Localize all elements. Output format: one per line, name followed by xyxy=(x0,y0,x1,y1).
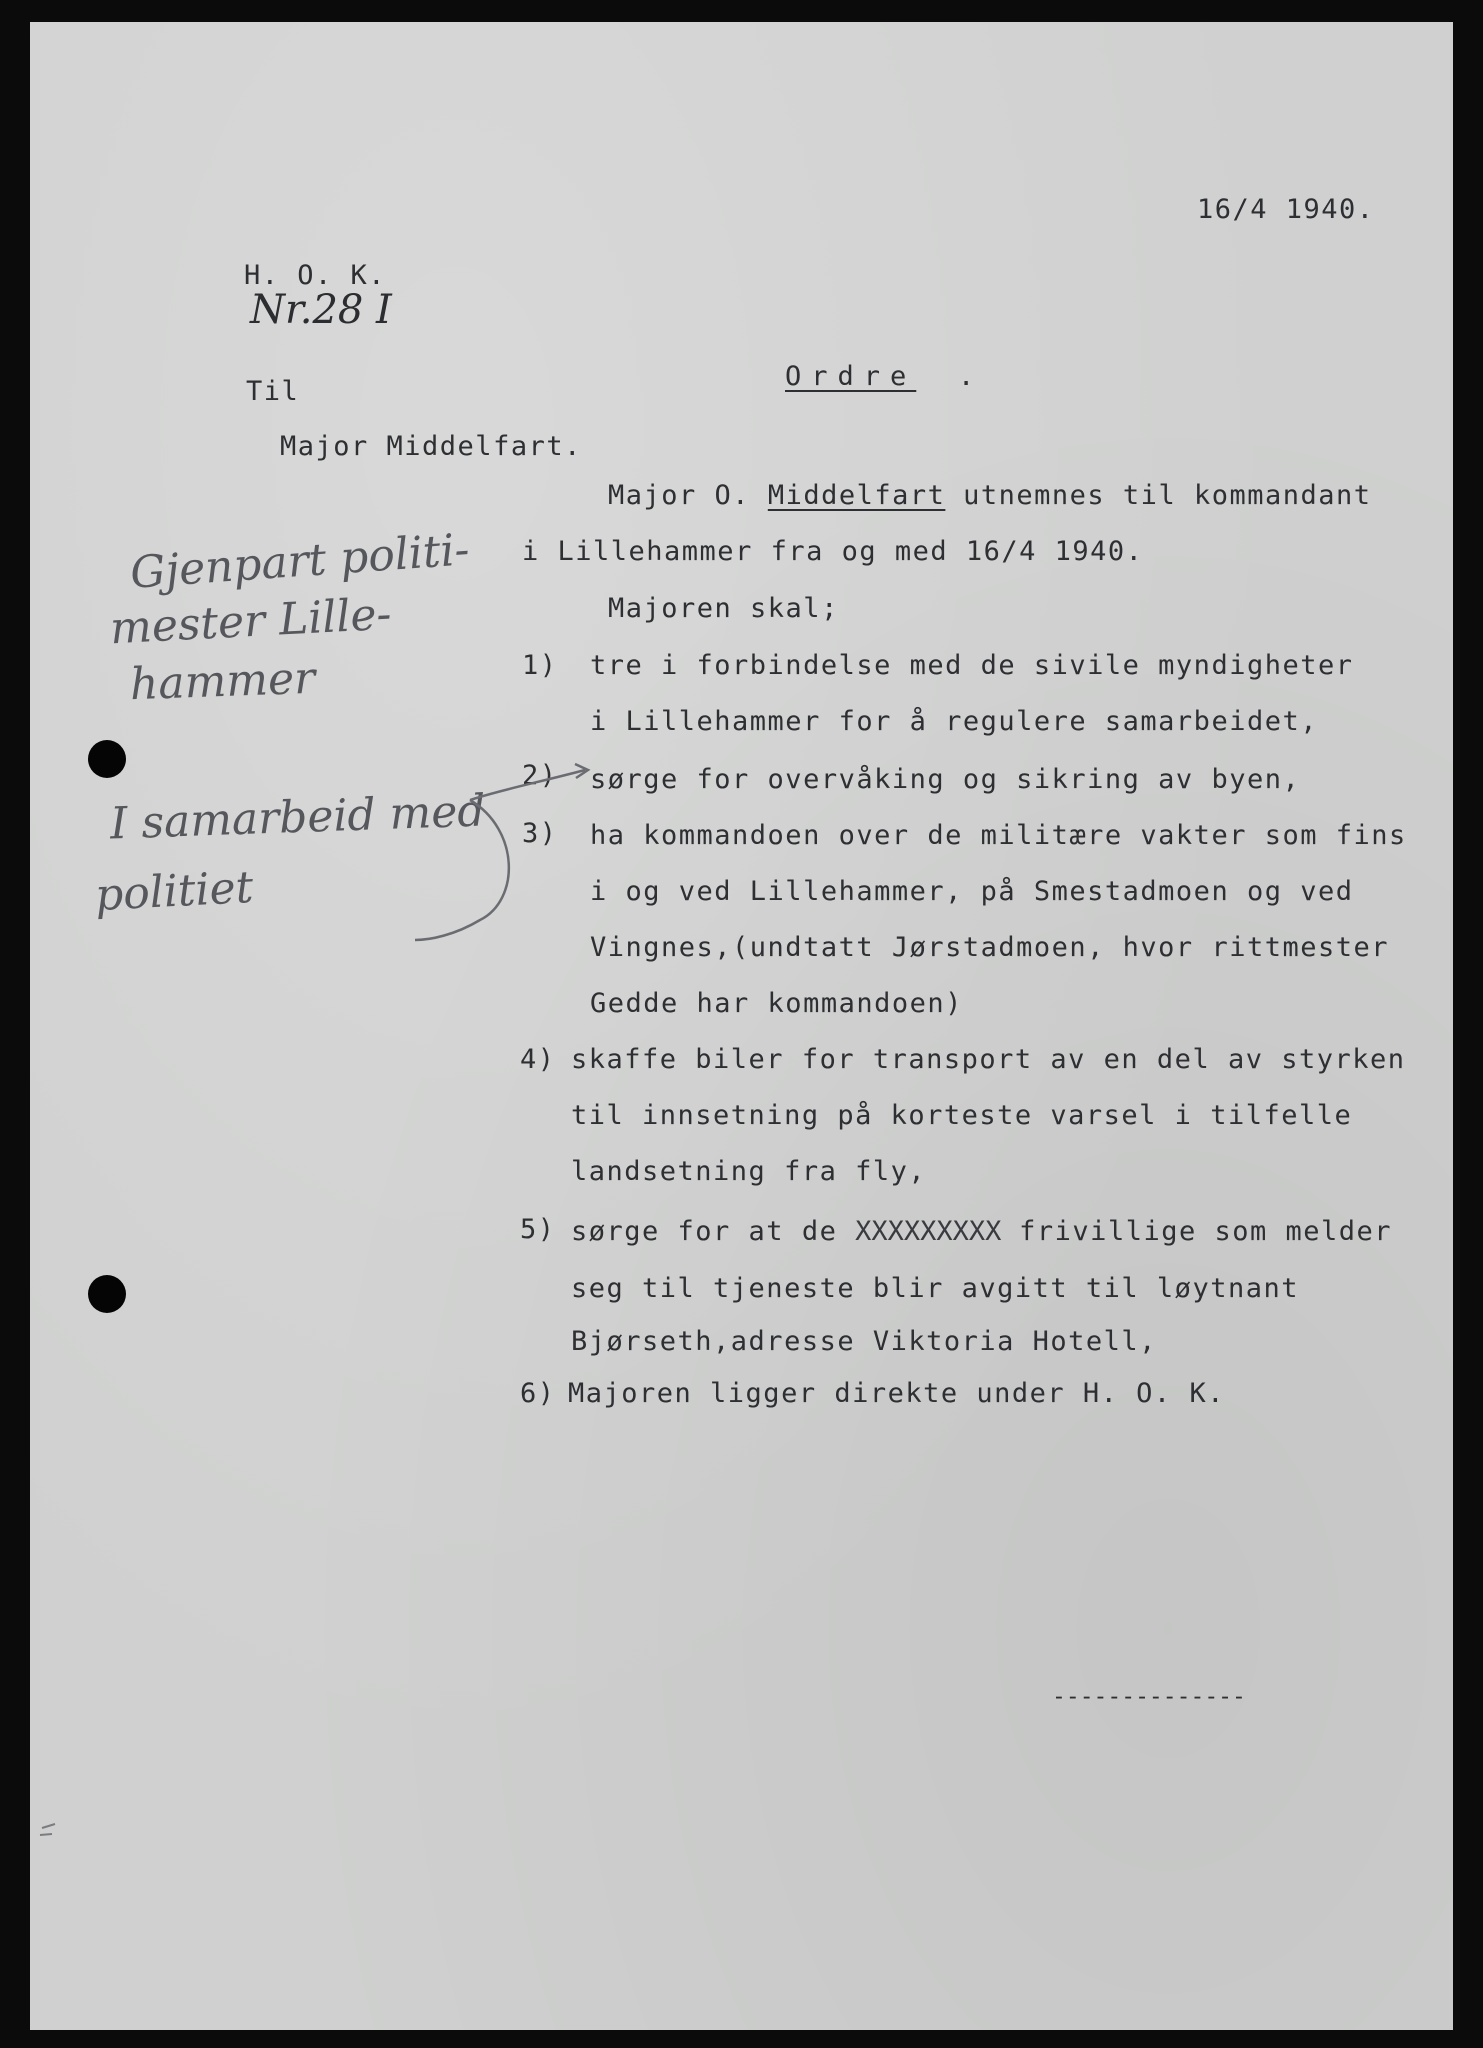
item-line: Gedde har kommandoen) xyxy=(590,988,963,1019)
item-line: i og ved Lillehammer, på Smestadmoen og ved xyxy=(590,876,1354,907)
item-line xyxy=(571,1218,1392,1245)
item-line: Vingnes,(undtatt Jørstadmoen, hvor rittmester xyxy=(590,932,1389,963)
item-line: ha kommandoen over de militære vakter som fins xyxy=(590,820,1407,851)
item-number: 3) xyxy=(522,818,558,849)
intro-line-3: Majoren skal; xyxy=(608,593,839,624)
margin-note-1-line-2: mester Lille- xyxy=(108,588,393,655)
recipient-name: Major Middelfart. xyxy=(280,431,582,462)
item-line: tre i forbindelse med de sivile myndigheter xyxy=(590,650,1354,681)
item-number: 1) xyxy=(522,650,558,681)
office-code: H. O. K. xyxy=(244,260,387,291)
item-number: 6) xyxy=(520,1378,556,1409)
recipient-label: Til xyxy=(246,376,300,407)
item-number: 2) xyxy=(522,760,558,791)
punch-hole-top xyxy=(88,740,126,778)
margin-note-2-line-2: politiet xyxy=(93,861,255,922)
intro-line-1-post: utnemnes til kommandant xyxy=(945,480,1372,511)
item-line-pre: sørge for at de xyxy=(571,1216,856,1247)
document-title: Ordre xyxy=(785,361,917,392)
item-line: seg til tjeneste blir avgitt til løytnant xyxy=(571,1273,1299,1304)
margin-note-1-line-1: Gjenpart politi- xyxy=(128,524,472,599)
item-line-post: frivillige som melder xyxy=(1001,1216,1393,1247)
margin-note-2-line-1: I samarbeid med xyxy=(109,785,487,850)
item-line: Bjørseth,adresse Viktoria Hotell, xyxy=(571,1326,1157,1357)
intro-line-1-pre: Major O. xyxy=(608,480,768,511)
document-page xyxy=(30,22,1453,2030)
item-line: skaffe biler for transport av en del av styrken xyxy=(571,1044,1406,1075)
item-number: 4) xyxy=(520,1044,556,1075)
intro-name: Middelfart xyxy=(767,480,946,511)
struck-out-word: XXXXXXXXX xyxy=(855,1216,1002,1247)
handwritten-reference: Nr.28 I xyxy=(250,287,392,333)
margin-note-1-line-3: hammer xyxy=(129,652,316,711)
intro-line-2: i Lillehammer fra og med 16/4 1940. xyxy=(522,536,1144,567)
item-line: landsetning fra fly, xyxy=(571,1156,927,1187)
item-number: 5) xyxy=(520,1214,556,1245)
document-date: 16/4 1940. xyxy=(1197,194,1375,225)
title-period: . xyxy=(958,361,976,392)
signature-line: -------------- xyxy=(1052,1684,1246,1710)
item-line: i Lillehammer for å regulere samarbeidet, xyxy=(590,706,1318,737)
item-line: sørge for overvåking og sikring av byen, xyxy=(590,764,1301,795)
item-line: til innsetning på korteste varsel i tilfelle xyxy=(571,1100,1353,1131)
punch-hole-bottom xyxy=(88,1275,126,1313)
item-line: Majoren ligger direkte under H. O. K. xyxy=(568,1378,1225,1409)
intro-line-1 xyxy=(608,482,1372,509)
